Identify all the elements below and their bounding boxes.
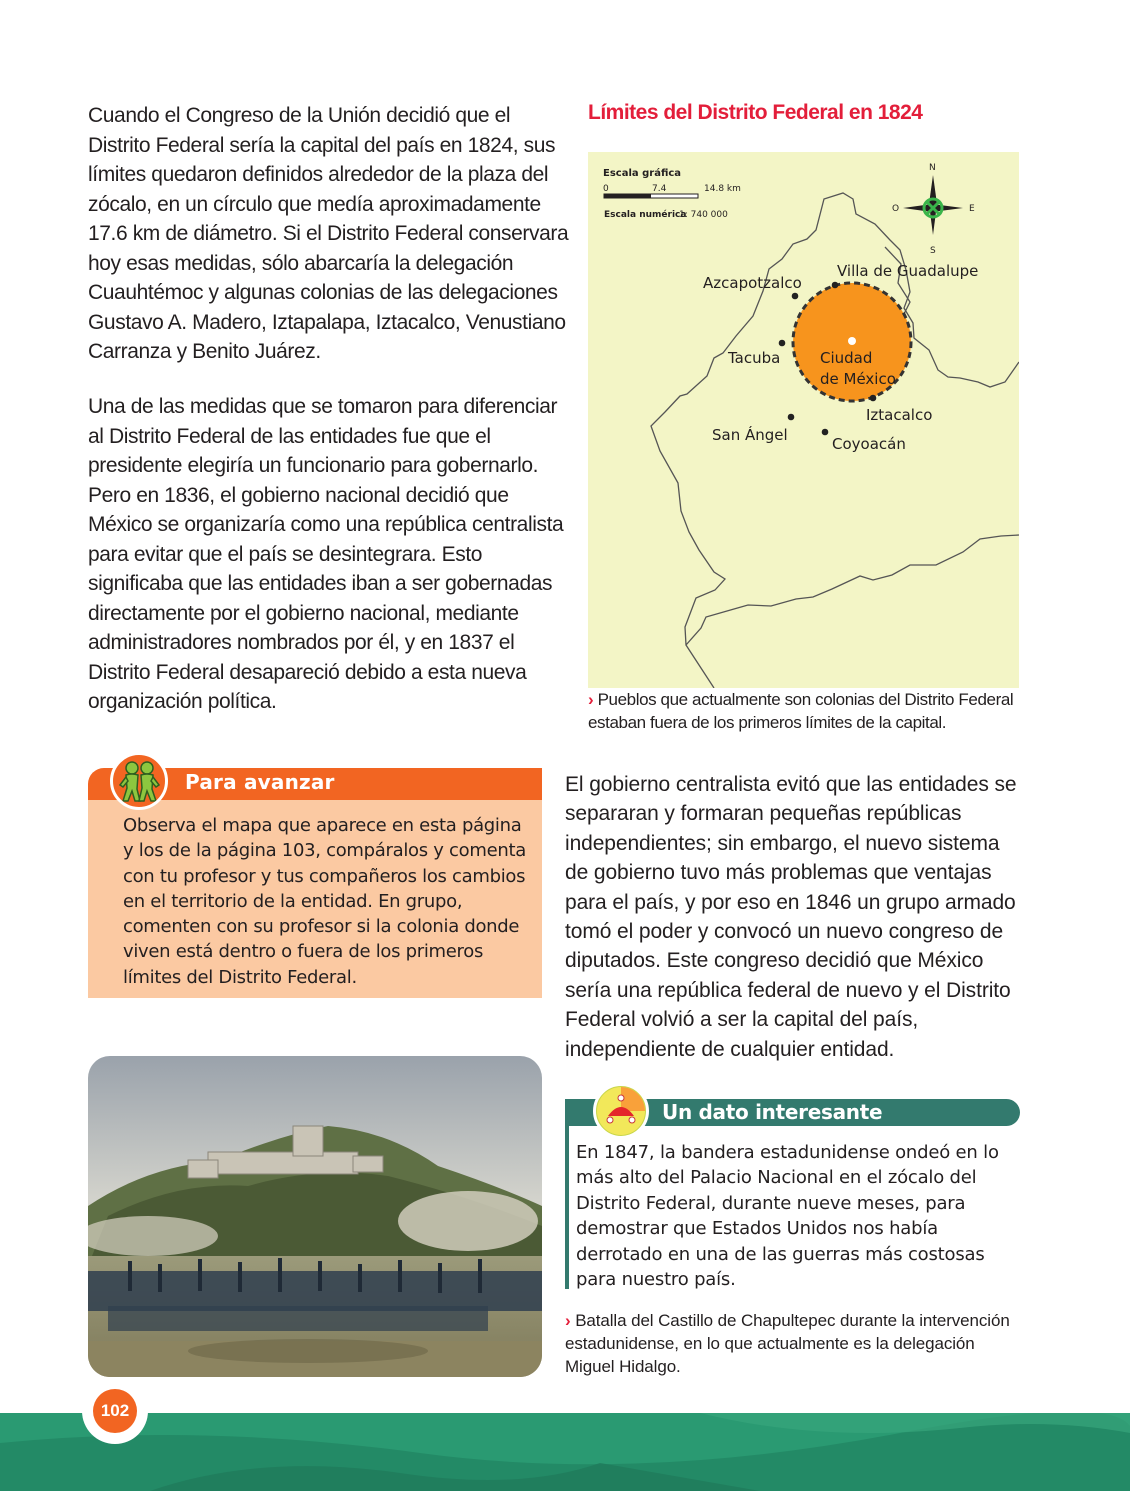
para-avanzar-text: Observa el mapa que aparece en esta página y los de la página 103, compáralos y comenta con tu profesor y tus compañeros los cambios en el territorio de la entidad. En grupo, comenten con su profesor si la colonia donde viven está dentro o fuera de los primeros límites del Distrito Federal. bbox=[123, 815, 526, 988]
photo-caption bbox=[565, 1309, 1025, 1378]
map-distrito-federal-1824 bbox=[588, 152, 1019, 688]
dato-left-rule bbox=[565, 1123, 569, 1289]
paragraph-federal-republic: El gobierno centralista evitó que las entidades se separaran y formaran pequeñas repúblicas independientes; sin embargo, el nuevo sistema de gobierno tuvo más problemas que ventajas para el país, y por eso en 1846 un grupo armado tomó el poder y convocó un nuevo congreso de diputados. Este congreso decidió que México sería una república federal de nuevo y el Distrito Federal volvió a ser la capital del país, independiente de cualquier entidad. bbox=[565, 773, 1017, 1061]
map-caption bbox=[588, 688, 1028, 734]
coyoacan-point bbox=[822, 429, 829, 436]
paragraph-centralism: Una de las medidas que se tomaron para diferenciar al Distrito Federal de las entidades fue que el presidente elegiría un funcionario para gobernarlo. Pero en 1836, el gobierno nacional decidió que México se organizaría como una república centralista para evitar que el país se desintegrara. Esto significaba que las entidades iban a ser gobernadas directamente por el gobierno nacional, mediante administradores nombrados por él, y en 1837 el Distrito Federal desapareció debido a esta nueva organización política. bbox=[88, 395, 564, 713]
para-avanzar-box bbox=[88, 752, 542, 998]
map-caption-text: Pueblos que actualmente son colonias del Distrito Federal estaban fuera de los primeros límites de la capital. bbox=[588, 690, 1014, 732]
compass-rose-icon bbox=[892, 163, 975, 256]
sunburst-icon bbox=[593, 1083, 649, 1139]
label-de-mexico: de México bbox=[820, 370, 896, 388]
azcapotzalco-point bbox=[792, 293, 799, 300]
label-iztacalco: Iztacalco bbox=[866, 406, 933, 424]
scale-tick-2: 14.8 km bbox=[704, 184, 741, 194]
label-san-angel: San Ángel bbox=[712, 426, 788, 444]
san-angel-point bbox=[788, 414, 795, 421]
scale-graphic-label: Escala gráfica bbox=[603, 168, 682, 179]
two-people-icon bbox=[110, 752, 168, 810]
label-coyoacan: Coyoacán bbox=[832, 435, 906, 453]
chapultepec-battle-painting bbox=[88, 1056, 542, 1377]
footer-band bbox=[0, 1413, 1130, 1491]
label-azcapotzalco: Azcapotzalco bbox=[703, 274, 802, 292]
caption-arrow-icon: › bbox=[588, 690, 594, 709]
para-avanzar-title: Para avanzar bbox=[185, 770, 335, 794]
un-dato-interesante-box bbox=[565, 1083, 1025, 1291]
scale-tick-1: 7.4 bbox=[652, 184, 667, 194]
label-tacuba: Tacuba bbox=[728, 349, 781, 367]
dato-title: Un dato interesante bbox=[662, 1100, 883, 1124]
label-villa-guadalupe: Villa de Guadalupe bbox=[837, 262, 979, 280]
svg-text:N: N bbox=[929, 163, 936, 173]
map-graphic bbox=[588, 152, 1019, 688]
villa-guadalupe-point bbox=[832, 282, 839, 289]
page-number: 102 bbox=[93, 1389, 137, 1433]
scale-numeric-label: Escala numérica bbox=[604, 210, 687, 220]
map-title: Límites del Distrito Federal en 1824 bbox=[588, 101, 923, 124]
photo-caption-text: Batalla del Castillo de Chapultepec durante la intervención estadunidense, en lo que actualmente es la delegación Miguel Hidalgo. bbox=[565, 1311, 1010, 1376]
paragraph-1824-limits: Cuando el Congreso de la Unión decidió que el Distrito Federal sería la capital del país en 1824, sus límites quedaron definidos alrededor de la plaza del zócalo, en un círculo que medía aproximadamente 17.6 km de diámetro. Si el Distrito Federal conservara hoy esas medidas, sólo abarcaría la delegación Cuauhtémoc y algunas colonias de las delegaciones Gustavo A. Madero, Iztapalapa, Iztacalco, Venustiano Carranza y Benito Juárez. bbox=[88, 104, 569, 363]
iztacalco-point bbox=[870, 395, 877, 402]
label-ciudad: Ciudad bbox=[820, 349, 873, 367]
svg-text:S: S bbox=[930, 246, 936, 256]
svg-text:E: E bbox=[969, 204, 975, 214]
zocalo-point bbox=[848, 337, 856, 345]
scale-tick-0: 0 bbox=[603, 184, 609, 194]
scale-numeric-value: 1: 740 000 bbox=[679, 210, 728, 220]
svg-text:O: O bbox=[892, 204, 900, 214]
tacuba-point bbox=[779, 340, 786, 347]
dato-text: En 1847, la bandera estadunidense ondeó en lo más alto del Palacio Nacional en el zócalo del Distrito Federal, durante nueve meses, para demostrar que Estados Unidos nos había derrotado en una de las guerras más costosas para nuestro país. bbox=[576, 1142, 999, 1291]
caption-arrow-icon: › bbox=[565, 1311, 571, 1330]
